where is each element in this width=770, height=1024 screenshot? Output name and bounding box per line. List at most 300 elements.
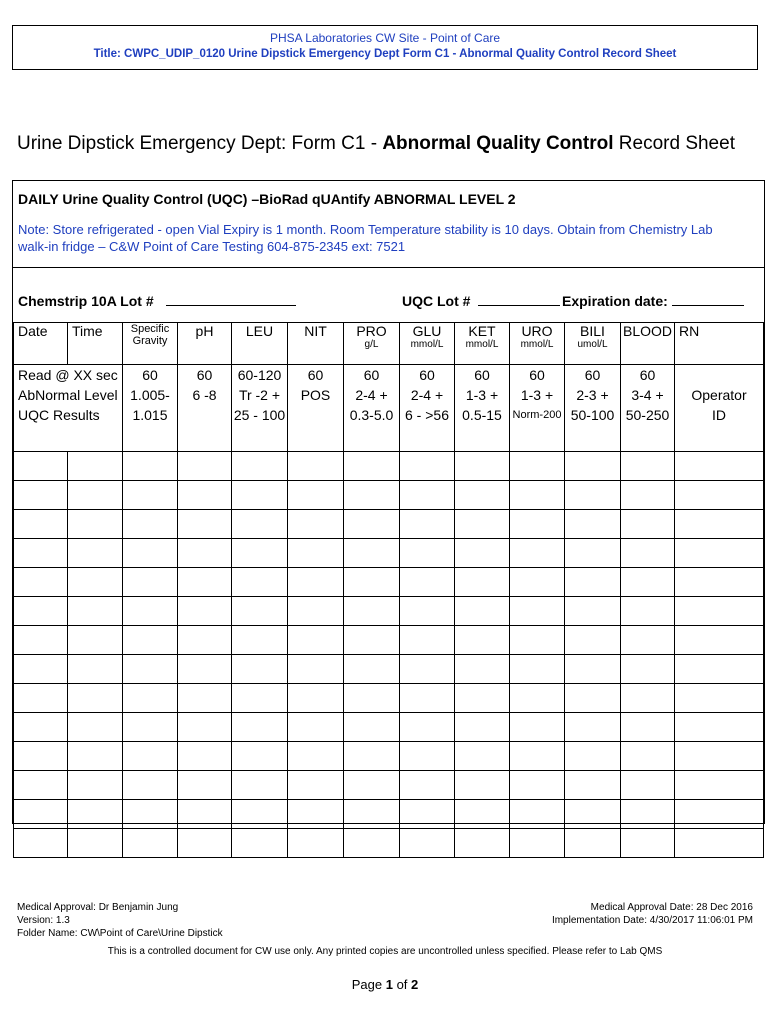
glu-values [400,365,455,452]
leu-range-2: 25 - 100 [233,407,286,423]
entry-cell[interactable] [14,655,68,684]
leu-values [232,365,288,452]
entry-cell[interactable] [621,771,675,800]
entry-cell[interactable] [510,452,565,481]
entry-cell[interactable] [68,481,123,510]
entry-cell[interactable] [565,481,621,510]
entry-cell[interactable] [123,713,178,742]
bili-values [565,365,621,452]
entry-cell[interactable] [510,713,565,742]
expiration-line[interactable] [672,292,744,306]
entry-cell[interactable] [621,742,675,771]
results-label: UQC Results [18,407,100,423]
table-row [14,568,764,597]
entry-cell[interactable] [178,481,232,510]
sg-label-2: Gravity [132,335,168,347]
entry-cell[interactable] [621,655,675,684]
table-row [14,713,764,742]
entry-cell[interactable] [565,713,621,742]
document-header [12,25,758,70]
blood-range-2: 50-250 [625,407,670,423]
entry-cell[interactable] [400,742,455,771]
entry-cell[interactable] [510,829,565,858]
entry-cell[interactable] [675,829,764,858]
col-rn: RN [675,323,764,365]
entry-cell[interactable] [123,771,178,800]
col-nit: NIT [288,323,344,365]
entry-cell[interactable] [288,626,344,655]
entry-cell[interactable] [621,481,675,510]
bili-unit: umol/L [577,339,608,350]
entry-cell[interactable] [510,539,565,568]
entry-cell[interactable] [344,713,400,742]
controlled-notice: This is a controlled document for CW use only. Any printed copies are uncontrolled unless specified. Please refer to Lab QMS [107,946,663,957]
entry-cell[interactable] [178,568,232,597]
blood-values [621,365,675,452]
entry-cell[interactable] [288,655,344,684]
entry-cell[interactable] [232,481,288,510]
entry-cell[interactable] [288,742,344,771]
uro-values [510,365,565,452]
table-row [14,829,764,858]
entry-cell[interactable] [400,655,455,684]
entry-cell[interactable] [400,539,455,568]
nit-range: POS [300,387,331,403]
entry-cell[interactable] [178,452,232,481]
entry-cell[interactable] [510,481,565,510]
approval-date: Medical Approval Date: 28 Dec 2016 [590,902,753,913]
ph-read: 60 [196,367,213,383]
footer-left [17,901,223,940]
read-label: Read @ XX sec [18,367,118,383]
entry-cell[interactable] [621,684,675,713]
uro-read: 60 [529,367,545,383]
entry-cell[interactable] [621,539,675,568]
table-row [14,597,764,626]
entry-cell[interactable] [621,510,675,539]
entry-cell[interactable] [232,539,288,568]
entry-cell[interactable] [510,568,565,597]
pro-read: 60 [363,367,380,383]
chemstrip-lot-line[interactable] [166,292,296,306]
entry-cell[interactable] [455,742,510,771]
entry-cell[interactable] [123,539,178,568]
entry-cell[interactable] [14,771,68,800]
entry-cell[interactable] [288,771,344,800]
entry-cell[interactable] [400,829,455,858]
uro-label: URO [521,323,553,339]
entry-cell[interactable] [344,655,400,684]
bili-range-2: 50-100 [570,407,615,423]
entry-cell[interactable] [68,539,123,568]
entry-cell[interactable] [14,829,68,858]
entry-cell[interactable] [178,742,232,771]
entry-cell[interactable] [675,626,764,655]
entry-cell[interactable] [510,800,565,829]
rn-values [675,365,764,452]
glu-read: 60 [419,367,435,383]
pro-unit: g/L [364,339,379,350]
col-ket [455,323,510,365]
entry-cell[interactable] [288,800,344,829]
entry-cell[interactable] [178,626,232,655]
entry-cell[interactable] [455,713,510,742]
entry-cell[interactable] [178,829,232,858]
entry-cell[interactable] [621,626,675,655]
chemstrip-lot-label: Chemstrip 10A Lot # [18,293,154,309]
entry-cell[interactable] [68,510,123,539]
page-title [17,133,735,155]
entry-cell[interactable] [565,626,621,655]
nit-read: 60 [307,367,324,383]
entry-cell[interactable] [14,713,68,742]
entry-cell[interactable] [565,742,621,771]
entry-cell[interactable] [455,452,510,481]
ket-read: 60 [474,367,490,383]
ph-range: 6 -8 [192,387,217,403]
entry-cell[interactable] [68,713,123,742]
entry-cell[interactable] [510,510,565,539]
glu-range-2: 6 - >56 [405,407,449,423]
col-bili [565,323,621,365]
entry-cell[interactable] [400,568,455,597]
entry-cell[interactable] [232,510,288,539]
storage-note: Note: Store refrigerated - open Vial Expiry is 1 month. Room Temperature stability is 10 days. Obtain from Chemistry Lab walk-in fridge – C&W Point of Care Testing 604-875-2345 ext: 7521 [18,222,713,254]
entry-cell[interactable] [510,597,565,626]
entry-cell[interactable] [68,771,123,800]
col-pro [344,323,400,365]
entry-cell[interactable] [232,597,288,626]
expected-values-row [14,365,764,452]
qc-results-table [13,322,764,858]
col-uro [510,323,565,365]
page-number [0,977,770,992]
entry-cell[interactable] [123,481,178,510]
entry-cell[interactable] [178,539,232,568]
implementation-date: Implementation Date: 4/30/2017 11:06:01 PM [551,915,753,926]
entry-cell[interactable] [400,597,455,626]
table-row [14,800,764,829]
table-row [14,510,764,539]
entry-cell[interactable] [288,684,344,713]
entry-cell[interactable] [14,742,68,771]
entry-cell[interactable] [14,568,68,597]
entry-cell[interactable] [344,684,400,713]
entry-cell[interactable] [455,684,510,713]
entry-cell[interactable] [344,539,400,568]
entry-cell[interactable] [344,568,400,597]
rn-operator: Operator [691,387,747,403]
entry-cell[interactable] [288,713,344,742]
entry-cell[interactable] [455,800,510,829]
entry-cell[interactable] [232,655,288,684]
entry-cell[interactable] [565,539,621,568]
entry-cell[interactable] [621,597,675,626]
entry-cell[interactable] [621,568,675,597]
ket-values [455,365,510,452]
entry-cell[interactable] [455,568,510,597]
table-row [14,771,764,800]
entry-cell[interactable] [675,510,764,539]
footer-right [552,901,753,927]
glu-label: GLU [412,323,442,339]
entry-cell[interactable] [68,829,123,858]
entry-cell[interactable] [123,510,178,539]
table-row [14,655,764,684]
entry-cell[interactable] [675,597,764,626]
entry-cell[interactable] [510,655,565,684]
entry-cell[interactable] [178,510,232,539]
col-specific-gravity [123,323,178,365]
entry-cell[interactable] [123,568,178,597]
uro-range-2: Norm-200 [512,409,562,421]
entry-cell[interactable] [344,800,400,829]
sg-label: Specific [130,323,170,335]
entry-cell[interactable] [455,481,510,510]
entry-cell[interactable] [621,713,675,742]
entry-cell[interactable] [621,800,675,829]
entry-cell[interactable] [123,597,178,626]
title-bold: Abnormal Quality Control [382,133,614,154]
entry-cell[interactable] [455,597,510,626]
entry-cell[interactable] [123,452,178,481]
entry-rows [14,452,764,858]
pro-values [344,365,400,452]
entry-cell[interactable] [621,452,675,481]
entry-cell[interactable] [565,597,621,626]
entry-cell[interactable] [344,742,400,771]
col-date: Date [14,323,68,365]
entry-cell[interactable] [288,568,344,597]
entry-cell[interactable] [455,539,510,568]
entry-cell[interactable] [400,771,455,800]
entry-cell[interactable] [675,771,764,800]
entry-cell[interactable] [232,771,288,800]
entry-cell[interactable] [288,597,344,626]
entry-cell[interactable] [455,510,510,539]
pro-range-2: 0.3-5.0 [349,407,394,423]
entry-cell[interactable] [344,510,400,539]
uqc-lot-field[interactable] [402,292,560,309]
entry-cell[interactable] [565,771,621,800]
entry-cell[interactable] [344,597,400,626]
entry-cell[interactable] [675,539,764,568]
entry-cell[interactable] [123,800,178,829]
sg-read: 60 [142,367,158,383]
entry-cell[interactable] [68,800,123,829]
ket-range: 1-3 + [465,387,499,403]
pro-label: PRO [356,323,387,339]
sg-range: 1.005- [130,387,170,403]
uro-range: 1-3 + [520,387,554,403]
entry-cell[interactable] [178,597,232,626]
entry-cell[interactable] [123,742,178,771]
entry-cell[interactable] [400,713,455,742]
entry-cell[interactable] [178,800,232,829]
entry-cell[interactable] [14,800,68,829]
entry-cell[interactable] [565,655,621,684]
entry-cell[interactable] [68,597,123,626]
entry-cell[interactable] [288,539,344,568]
expiration-label: Expiration date: [562,293,668,309]
entry-cell[interactable] [675,568,764,597]
uro-unit: mmol/L [520,339,554,350]
entry-cell[interactable] [14,452,68,481]
entry-cell[interactable] [565,452,621,481]
entry-cell[interactable] [675,481,764,510]
entry-cell[interactable] [510,626,565,655]
entry-cell[interactable] [288,829,344,858]
entry-cell[interactable] [510,742,565,771]
entry-cell[interactable] [344,771,400,800]
table-row [14,481,764,510]
entry-cell[interactable] [288,481,344,510]
blood-read: 60 [639,367,656,383]
entry-cell[interactable] [68,452,123,481]
sg-values [123,365,178,452]
header-site: PHSA Laboratories CW Site - Point of Care [269,31,501,45]
bili-range: 2-3 + [576,387,609,403]
entry-cell[interactable] [565,684,621,713]
entry-cell[interactable] [123,829,178,858]
entry-cell[interactable] [400,626,455,655]
uqc-lot-label: UQC Lot # [402,293,471,309]
chemstrip-lot-field[interactable] [18,292,296,309]
entry-cell[interactable] [14,684,68,713]
entry-cell[interactable] [675,713,764,742]
entry-cell[interactable] [455,655,510,684]
entry-cell[interactable] [232,626,288,655]
folder-name: Folder Name: CW\Point of Care\Urine Dipstick [17,928,223,939]
entry-cell[interactable] [14,539,68,568]
pro-range: 2-4 + [355,387,388,403]
medical-approval: Medical Approval: Dr Benjamin Jung [17,902,179,913]
entry-cell[interactable] [178,771,232,800]
blood-range: 3-4 + [631,387,664,403]
table-row [14,452,764,481]
col-time: Time [68,323,123,365]
ket-range-2: 0.5-15 [462,407,502,423]
page-current: 1 [385,977,393,992]
table-row [14,684,764,713]
entry-cell[interactable] [68,742,123,771]
entry-cell[interactable] [232,684,288,713]
entry-cell[interactable] [14,481,68,510]
ket-label: KET [468,323,496,339]
column-header-row [14,323,764,365]
bili-label: BILI [580,323,605,339]
entry-cell[interactable] [178,713,232,742]
expiration-field[interactable] [562,292,744,309]
entry-cell[interactable] [288,510,344,539]
ket-unit: mmol/L [465,339,499,350]
entry-cell[interactable] [400,452,455,481]
entry-cell[interactable] [675,800,764,829]
entry-cell[interactable] [675,452,764,481]
entry-cell[interactable] [14,597,68,626]
abnormal-label: AbNormal Level [18,387,118,403]
entry-cell[interactable] [68,684,123,713]
header-title: Title: CWPC_UDIP_0120 Urine Dipstick Emergency Dept Form C1 - Abnormal Quality Control Record Sheet [93,48,677,60]
daily-heading: DAILY Urine Quality Control (UQC) –BioRad qUAntify ABNORMAL LEVEL 2 [18,191,516,207]
entry-cell[interactable] [232,829,288,858]
entry-cell[interactable] [123,626,178,655]
entry-cell[interactable] [344,829,400,858]
divider [13,267,764,268]
col-ph: pH [178,323,232,365]
leu-read: 60-120 [237,367,282,383]
page-label: Page [351,977,386,992]
entry-cell[interactable] [400,684,455,713]
entry-cell[interactable] [68,655,123,684]
entry-cell[interactable] [178,655,232,684]
nit-values [288,365,344,452]
table-row [14,539,764,568]
entry-cell[interactable] [675,655,764,684]
entry-cell[interactable] [178,684,232,713]
entry-cell[interactable] [675,742,764,771]
entry-cell[interactable] [565,800,621,829]
version: Version: 1.3 [17,915,70,926]
entry-cell[interactable] [565,829,621,858]
entry-cell[interactable] [68,626,123,655]
entry-cell[interactable] [232,800,288,829]
col-glu [400,323,455,365]
entry-cell[interactable] [510,771,565,800]
page-of: of [392,977,412,992]
entry-cell[interactable] [400,510,455,539]
entry-cell[interactable] [232,742,288,771]
entry-cell[interactable] [288,452,344,481]
entry-cell[interactable] [232,568,288,597]
entry-cell[interactable] [565,510,621,539]
entry-cell[interactable] [232,452,288,481]
entry-cell[interactable] [455,771,510,800]
entry-cell[interactable] [68,568,123,597]
qc-record-frame [12,180,765,824]
uqc-lot-line[interactable] [478,292,560,306]
entry-cell[interactable] [344,481,400,510]
entry-cell[interactable] [621,829,675,858]
entry-cell[interactable] [14,510,68,539]
title-suffix: Record Sheet [613,133,735,154]
entry-cell[interactable] [675,684,764,713]
rn-id: ID [712,407,726,423]
sg-range-2: 1.015 [132,407,168,423]
col-blood: BLOOD [621,323,675,365]
page-total: 2 [411,977,419,992]
title-prefix: Urine Dipstick Emergency Dept: Form C1 - [17,133,383,154]
table-row [14,626,764,655]
entry-cell[interactable] [455,829,510,858]
entry-cell[interactable] [123,655,178,684]
entry-cell[interactable] [344,452,400,481]
col-leu: LEU [232,323,288,365]
entry-cell[interactable] [232,713,288,742]
entry-cell[interactable] [14,626,68,655]
table-row [14,742,764,771]
row-labels [14,365,123,452]
leu-range: Tr -2 + [238,387,281,403]
entry-cell[interactable] [400,481,455,510]
entry-cell[interactable] [400,800,455,829]
entry-cell[interactable] [510,684,565,713]
entry-cell[interactable] [344,626,400,655]
entry-cell[interactable] [565,568,621,597]
entry-cell[interactable] [455,626,510,655]
ph-values [178,365,232,452]
entry-cell[interactable] [123,684,178,713]
